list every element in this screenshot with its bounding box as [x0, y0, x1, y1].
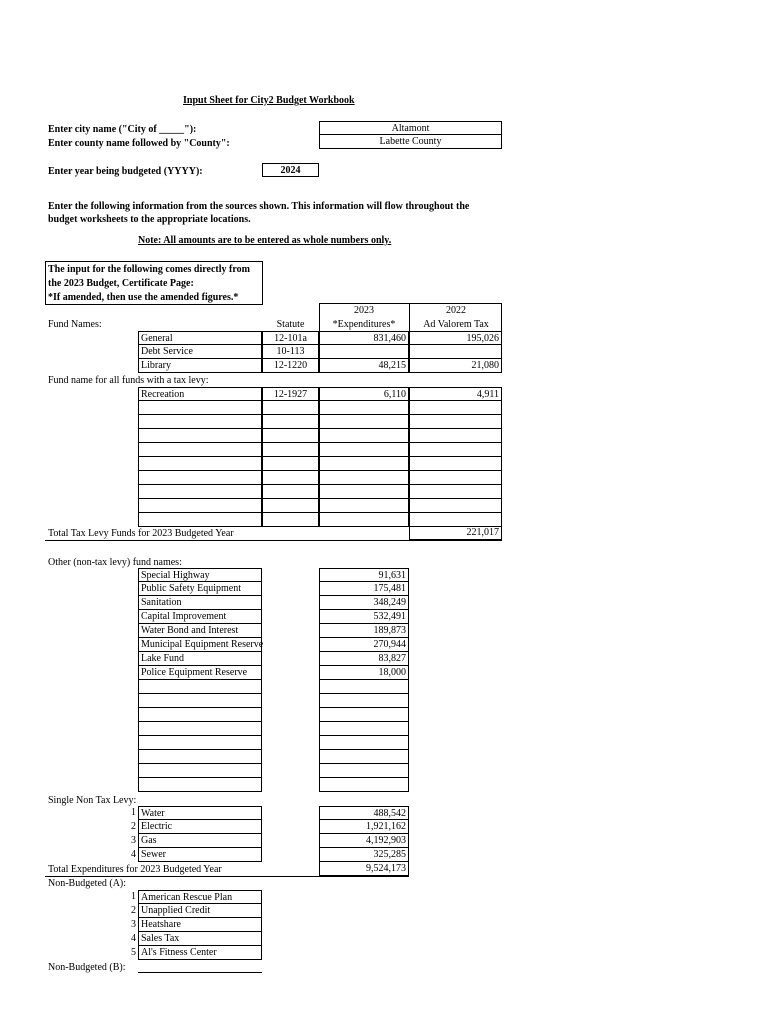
levy-fund-name-cell[interactable] [138, 499, 262, 513]
other-fund-value-cell[interactable]: 189,873 [319, 624, 409, 638]
levy-fund-statute-cell[interactable] [262, 513, 319, 527]
levy-fund-expenditures-cell[interactable] [319, 443, 409, 457]
year-prompt: Enter year being budgeted (YYYY): [48, 166, 203, 177]
row-number: 2 [131, 821, 136, 832]
fund-expenditures-cell[interactable]: 48,215 [319, 359, 409, 373]
other-funds-label: Other (non-tax levy) fund names: [48, 557, 182, 568]
single-non-tax-value-cell[interactable]: 325,285 [319, 848, 409, 862]
other-fund-value-cell[interactable] [319, 764, 409, 778]
other-fund-value-cell[interactable] [319, 694, 409, 708]
levy-fund-tax-cell[interactable] [409, 429, 502, 443]
fund-name-cell[interactable]: Library [138, 359, 262, 373]
levy-fund-name-cell[interactable] [138, 457, 262, 471]
other-fund-value-cell[interactable]: 532,491 [319, 610, 409, 624]
levy-fund-tax-cell[interactable] [409, 471, 502, 485]
year-input[interactable]: 2024 [262, 163, 319, 177]
other-fund-name-cell[interactable]: Water Bond and Interest [138, 624, 262, 638]
fund-tax-cell[interactable] [409, 345, 502, 359]
levy-fund-tax-cell[interactable]: 4,911 [409, 387, 502, 401]
non-budgeted-a-label: Non-Budgeted (A): [48, 878, 127, 889]
levy-fund-tax-cell[interactable] [409, 513, 502, 527]
levy-fund-statute-cell[interactable] [262, 401, 319, 415]
cert-line3: *If amended, then use the amended figures.* [48, 292, 239, 303]
single-non-tax-label: Single Non Tax Levy: [48, 795, 137, 806]
instructions-line2: budget worksheets to the appropriate locations. [48, 214, 251, 225]
single-non-tax-value-cell[interactable]: 1,921,162 [319, 820, 409, 834]
city-input[interactable]: Altamont [319, 121, 502, 135]
non-budgeted-b-input-line[interactable] [138, 972, 262, 973]
other-fund-name-cell[interactable]: Special Highway [138, 568, 262, 582]
non-budgeted-a-name-cell[interactable]: Unapplied Credit [138, 904, 262, 918]
fund-expenditures-cell[interactable] [319, 345, 409, 359]
other-fund-value-cell[interactable]: 83,827 [319, 652, 409, 666]
levy-fund-expenditures-cell[interactable] [319, 499, 409, 513]
levy-fund-name-cell[interactable] [138, 429, 262, 443]
other-fund-value-cell[interactable]: 270,944 [319, 638, 409, 652]
levy-fund-statute-cell[interactable] [262, 429, 319, 443]
fund-tax-cell[interactable]: 195,026 [409, 331, 502, 345]
non-budgeted-a-name-cell[interactable]: American Rescue Plan [138, 890, 262, 904]
other-fund-name-cell[interactable]: Police Equipment Reserve [138, 666, 262, 680]
other-fund-name-cell[interactable]: Municipal Equipment Reserve [138, 638, 262, 652]
other-fund-name-cell[interactable] [138, 750, 262, 764]
levy-fund-expenditures-cell[interactable] [319, 457, 409, 471]
levy-fund-statute-cell[interactable] [262, 415, 319, 429]
levy-fund-tax-cell[interactable] [409, 499, 502, 513]
header-statute: Statute [276, 319, 305, 330]
row-number: 3 [131, 919, 136, 930]
non-budgeted-a-name-cell[interactable]: Sales Tax [138, 932, 262, 946]
fund-statute-cell[interactable]: 12-101a [262, 331, 319, 345]
city-prompt: Enter city name ("City of _____"): [48, 124, 197, 135]
levy-fund-name-cell[interactable] [138, 415, 262, 429]
other-fund-name-cell[interactable]: Sanitation [138, 596, 262, 610]
total-tax-levy-value: 221,017 [409, 526, 502, 540]
other-fund-name-cell[interactable] [138, 680, 262, 694]
other-fund-name-cell[interactable]: Capital Improvement [138, 610, 262, 624]
fund-statute-cell[interactable]: 12-1220 [262, 359, 319, 373]
cert-line1: The input for the following comes directly from [48, 264, 250, 275]
single-non-tax-name-cell[interactable]: Water [138, 806, 262, 820]
row-number: 4 [131, 849, 136, 860]
levy-fund-expenditures-cell[interactable] [319, 415, 409, 429]
header-year-2023: 2023 [354, 305, 374, 316]
levy-fund-tax-cell[interactable] [409, 485, 502, 499]
levy-fund-name-cell[interactable]: Recreation [138, 387, 262, 401]
instructions-line1: Enter the following information from the sources shown. This information will flow throughout the [48, 201, 470, 212]
other-fund-value-cell[interactable] [319, 750, 409, 764]
other-fund-value-cell[interactable] [319, 736, 409, 750]
total-expenditures-value: 9,524,173 [319, 862, 409, 876]
row-number: 2 [131, 905, 136, 916]
non-budgeted-b-label: Non-Budgeted (B): [48, 962, 126, 973]
levy-fund-tax-cell[interactable] [409, 457, 502, 471]
row-number: 4 [131, 933, 136, 944]
row-number: 1 [131, 807, 136, 818]
other-fund-name-cell[interactable] [138, 722, 262, 736]
levy-fund-statute-cell[interactable] [262, 443, 319, 457]
other-fund-value-cell[interactable] [319, 680, 409, 694]
levy-fund-statute-cell[interactable] [262, 457, 319, 471]
fund-expenditures-cell[interactable]: 831,460 [319, 331, 409, 345]
levy-fund-name-cell[interactable] [138, 513, 262, 527]
header-expenditures: *Expenditures* [332, 319, 396, 330]
header-ad-valorem: Ad Valorem Tax [423, 319, 489, 330]
levy-fund-name-cell[interactable] [138, 485, 262, 499]
levy-fund-tax-cell[interactable] [409, 401, 502, 415]
note-text: Note: All amounts are to be entered as whole numbers only. [138, 235, 392, 246]
total-tax-levy-underline [45, 540, 502, 541]
fund-tax-cell[interactable]: 21,080 [409, 359, 502, 373]
levy-fund-name-cell[interactable] [138, 401, 262, 415]
other-fund-name-cell[interactable] [138, 778, 262, 792]
single-non-tax-name-cell[interactable]: Gas [138, 834, 262, 848]
row-number: 5 [131, 947, 136, 958]
other-fund-name-cell[interactable] [138, 736, 262, 750]
levy-fund-tax-cell[interactable] [409, 443, 502, 457]
non-budgeted-a-name-cell[interactable]: Heatshare [138, 918, 262, 932]
levy-fund-expenditures-cell[interactable]: 6,110 [319, 387, 409, 401]
other-fund-name-cell[interactable] [138, 694, 262, 708]
levy-fund-statute-cell[interactable] [262, 471, 319, 485]
tax-levy-label: Fund name for all funds with a tax levy: [48, 375, 209, 386]
other-fund-value-cell[interactable] [319, 708, 409, 722]
fund-names-label: Fund Names: [48, 319, 102, 330]
levy-fund-expenditures-cell[interactable] [319, 471, 409, 485]
other-fund-value-cell[interactable]: 18,000 [319, 666, 409, 680]
other-fund-name-cell[interactable] [138, 708, 262, 722]
other-fund-value-cell[interactable] [319, 722, 409, 736]
levy-fund-name-cell[interactable] [138, 443, 262, 457]
other-fund-name-cell[interactable]: Lake Fund [138, 652, 262, 666]
total-expenditures-underline [45, 876, 409, 877]
other-fund-name-cell[interactable]: Public Safety Equipment [138, 582, 262, 596]
total-tax-levy-label: Total Tax Levy Funds for 2023 Budgeted Year [48, 528, 234, 539]
fund-name-cell[interactable]: Debt Service [138, 345, 262, 359]
levy-fund-tax-cell[interactable] [409, 415, 502, 429]
county-input[interactable]: Labette County [319, 135, 502, 149]
single-non-tax-name-cell[interactable]: Electric [138, 820, 262, 834]
county-prompt: Enter county name followed by "County": [48, 138, 230, 149]
levy-fund-name-cell[interactable] [138, 471, 262, 485]
non-budgeted-a-name-cell[interactable]: Al's Fitness Center [138, 946, 262, 960]
levy-fund-expenditures-cell[interactable] [319, 513, 409, 527]
levy-fund-expenditures-cell[interactable] [319, 429, 409, 443]
total-expenditures-label: Total Expenditures for 2023 Budgeted Year [48, 864, 222, 875]
page-title: Input Sheet for City2 Budget Workbook [183, 95, 355, 106]
row-number: 3 [131, 835, 136, 846]
levy-fund-expenditures-cell[interactable] [319, 485, 409, 499]
other-fund-value-cell[interactable]: 348,249 [319, 596, 409, 610]
fund-name-cell[interactable]: General [138, 331, 262, 345]
levy-fund-statute-cell[interactable]: 12-1927 [262, 387, 319, 401]
other-fund-value-cell[interactable]: 175,481 [319, 582, 409, 596]
levy-fund-statute-cell[interactable] [262, 485, 319, 499]
other-fund-name-cell[interactable] [138, 764, 262, 778]
levy-fund-statute-cell[interactable] [262, 499, 319, 513]
other-fund-value-cell[interactable]: 91,631 [319, 568, 409, 582]
other-fund-value-cell[interactable] [319, 778, 409, 792]
cert-line2: the 2023 Budget, Certificate Page: [48, 278, 194, 289]
single-non-tax-value-cell[interactable]: 4,192,903 [319, 834, 409, 848]
header-year-2022: 2022 [446, 305, 466, 316]
fund-statute-cell[interactable]: 10-113 [262, 345, 319, 359]
levy-fund-expenditures-cell[interactable] [319, 401, 409, 415]
row-number: 1 [131, 891, 136, 902]
single-non-tax-value-cell[interactable]: 488,542 [319, 806, 409, 820]
single-non-tax-name-cell[interactable]: Sewer [138, 848, 262, 862]
